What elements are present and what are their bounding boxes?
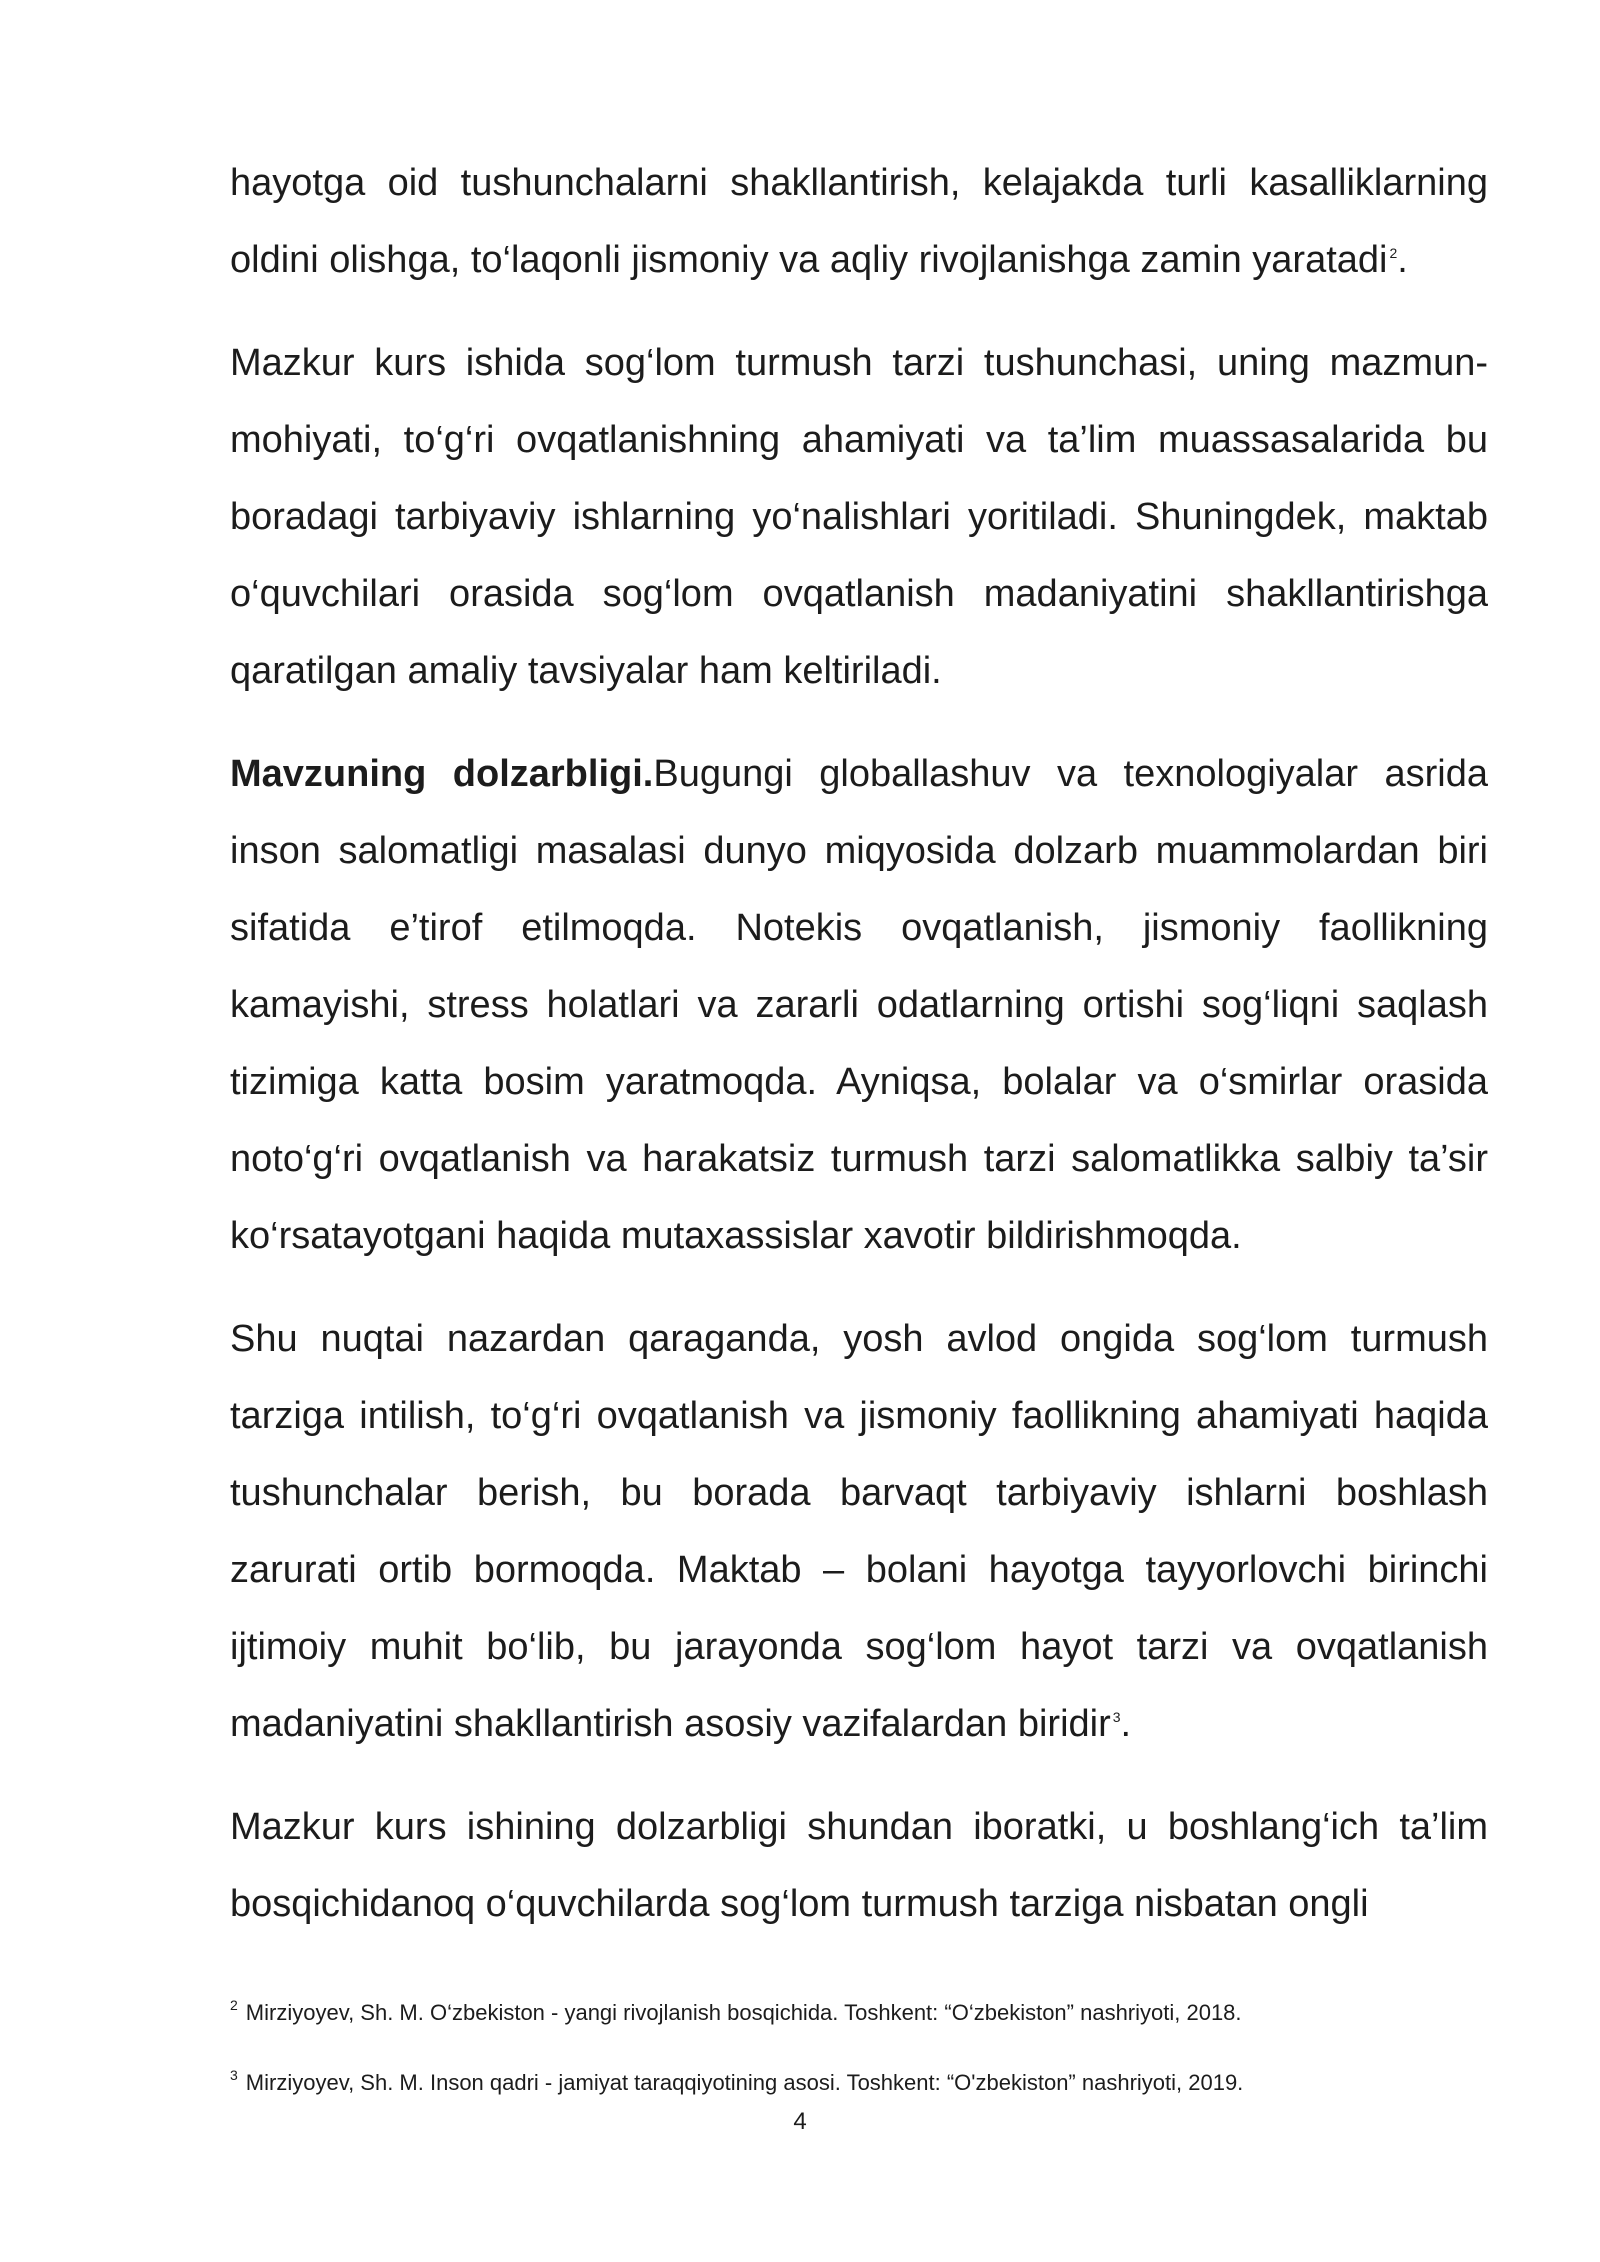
paragraph-5-text: Mazkur kurs ishining dolzarbligi shundan iboratki, u boshlang‘ich ta’lim bosqichidanoq o‘quvchilarda sog‘lom turmush tarziga nisbatan ongli	[230, 1806, 1488, 1925]
paragraph-4	[230, 1301, 1488, 1763]
paragraph-1-end: .	[1397, 239, 1408, 281]
section-heading-relevance: Mavzuning dolzarbligi.	[230, 753, 654, 795]
footnote-ref-2: 2	[1389, 245, 1398, 261]
paragraph-4-end: .	[1120, 1703, 1132, 1745]
footnote-number-3: 3	[230, 2067, 238, 2083]
footnote-ref-3: 3	[1112, 1709, 1121, 1725]
paragraph-1-text: hayotga oid tushunchalarni shakllantirish, kelajakda turli kasalliklarning oldini olishga, to‘laqonli jismoniy va aqliy rivojlanishga zamin yaratadi	[230, 162, 1488, 281]
footnote-text-2: Mirziyoyev, Sh. M. O‘zbekiston - yangi rivojlanish bosqichida. Toshkent: “O‘zbekiston” nashriyoti, 2018.	[245, 2000, 1242, 2025]
paragraph-2	[230, 325, 1488, 710]
page-number: 4	[793, 2108, 807, 2135]
footnote-text-3: Mirziyoyev, Sh. M. Inson qadri - jamiyat taraqqiyotining asosi. Toshkent: “O'zbekiston” nashriyoti, 2019.	[245, 2070, 1244, 2095]
paragraph-3-text: Bugungi globallashuv va texnologiyalar asrida inson salomatligi masalasi dunyo miqyosida dolzarb muammolardan biri sifatida e’tirof etilmoqda. Notekis ovqatlanish, jismoniy faollikning kamayishi, stress holatlari va zararli odatlarning ortishi sog‘liqni saqlash tizimiga katta bosim yaratmoqda. Ayniqsa, bolalar va o‘smirlar orasida noto‘g‘ri ovqatlanish va harakatsiz turmush tarzi salomatlikka salbiy ta’sir ko‘rsatayotgani haqida mutaxassislar xavotir bildirishmoqda.	[230, 753, 1488, 1257]
footnote-number-2: 2	[230, 1997, 238, 2013]
body-text	[230, 145, 1488, 1969]
paragraph-3	[230, 736, 1488, 1275]
paragraph-2-text: Mazkur kurs ishida sog‘lom turmush tarzi tushunchasi, uning mazmun-mohiyati, to‘g‘ri ovqatlanishning ahamiyati va ta’lim muassasalarida bu boradagi tarbiyaviy ishlarning yo‘nalishlari yoritiladi. Shuningdek, maktab o‘quvchilari orasida sog‘lom ovqatlanish madaniyatini shakllantirishga qaratilgan amaliy tavsiyalar ham keltiriladi.	[230, 342, 1488, 692]
footnote-2	[230, 1998, 1488, 2028]
paragraph-1	[230, 145, 1488, 299]
footnote-3	[230, 2068, 1488, 2098]
paragraph-4-text: Shu nuqtai nazardan qaraganda, yosh avlod ongida sog‘lom turmush tarziga intilish, to‘g‘ri ovqatlanish va jismoniy faollikning ahamiyati haqida tushunchalar berish, bu borada barvaqt tarbiyaviy ishlarni boshlash zarurati ortib bormoqda. Maktab – bolani hayotga tayyorlovchi birinchi ijtimoiy muhit bo‘lib, bu jarayonda sog‘lom hayot tarzi va ovqatlanish madaniyatini shakllantirish asosiy vazifalardan biridir	[230, 1318, 1488, 1745]
paragraph-5	[230, 1789, 1488, 1943]
